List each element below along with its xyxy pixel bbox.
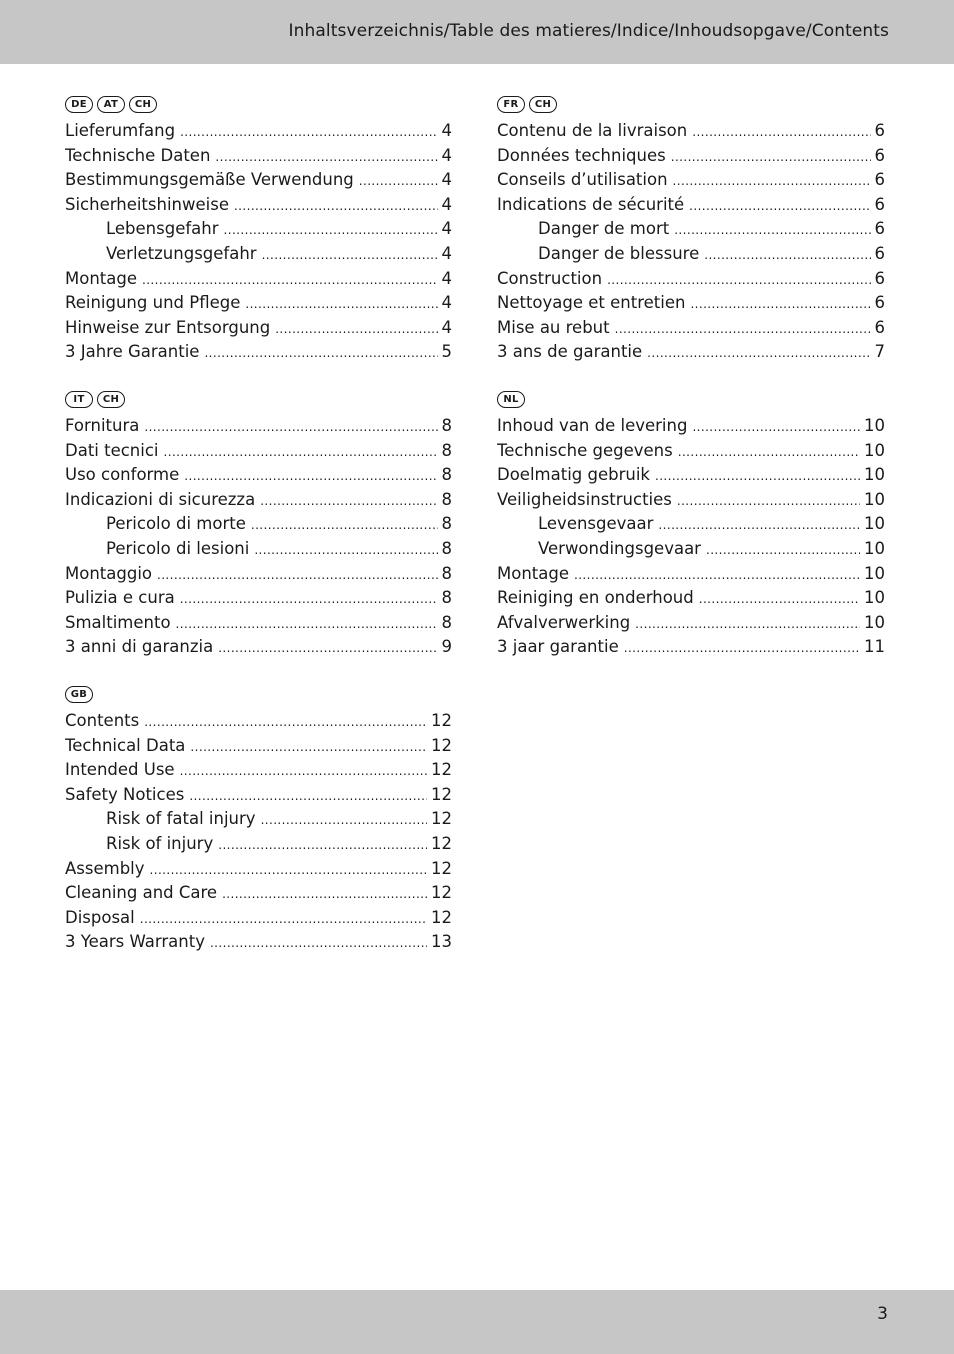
- dot-leader: [157, 568, 438, 582]
- dot-leader: [251, 518, 438, 532]
- dot-leader: [142, 273, 438, 287]
- toc-entry[interactable]: [497, 441, 885, 466]
- dot-leader: [144, 420, 437, 434]
- toc-entry-title: Contenu de la livraison: [497, 121, 688, 140]
- toc-section-de: [65, 96, 452, 367]
- toc-entry[interactable]: [65, 711, 452, 736]
- toc-entry-page: 4: [441, 194, 452, 214]
- dot-leader: [671, 150, 871, 164]
- toc-entry-title: Conseils d’utilisation: [497, 170, 668, 190]
- toc-entry-page: 6: [874, 145, 885, 165]
- dot-leader: [359, 174, 438, 188]
- toc-entry-title: Afvalverwerking: [497, 612, 631, 632]
- toc-entry[interactable]: [497, 465, 885, 490]
- dot-leader: [218, 838, 427, 852]
- badge-ch: CH: [529, 96, 557, 113]
- dot-leader: [692, 420, 860, 434]
- toc-entry-title: Bestimmungsgemäße Verwendung: [65, 170, 354, 190]
- toc-entry[interactable]: [497, 588, 885, 613]
- toc-entry[interactable]: [497, 195, 885, 220]
- toc-entry[interactable]: [65, 121, 452, 146]
- toc-entry-title: Sicherheitshinweise: [65, 194, 229, 214]
- language-badges: [497, 391, 885, 412]
- language-badges: [497, 96, 885, 117]
- badge-nl: NL: [497, 391, 525, 408]
- toc-entry-page: 4: [441, 243, 452, 263]
- dot-leader: [234, 199, 438, 213]
- toc-section-fr: [497, 96, 885, 367]
- toc-entry-title: Disposal: [65, 907, 135, 927]
- language-badges: [65, 391, 452, 412]
- dot-leader: [189, 789, 427, 803]
- toc-entry-page: 8: [441, 489, 452, 509]
- toc-entry-page: 10: [864, 514, 885, 534]
- toc-entry-title: Doelmatig gebruik: [497, 465, 650, 485]
- toc-entry-title: Inhoud van de levering: [497, 416, 688, 435]
- toc-entry-title: 3 Jahre Garantie: [65, 342, 200, 362]
- toc-entry[interactable]: [497, 269, 885, 294]
- toc-subentry[interactable]: [65, 514, 452, 539]
- toc-entry[interactable]: [65, 170, 452, 195]
- toc-entry[interactable]: [65, 760, 452, 785]
- dot-leader: [624, 641, 860, 655]
- toc-entry-page: 10: [864, 489, 885, 509]
- toc-entry-page: 4: [441, 170, 452, 190]
- dot-leader: [180, 764, 427, 778]
- toc-entry-page: 10: [864, 416, 885, 435]
- toc-section-it: [65, 391, 452, 662]
- toc-section-gb: [65, 686, 452, 957]
- toc-entry-title: Technische Daten: [65, 145, 211, 165]
- toc-entry-title: Veiligheidsinstructies: [497, 489, 672, 509]
- toc-entry[interactable]: [65, 883, 452, 908]
- toc-entry-page: 4: [441, 317, 452, 337]
- toc-entry-title: Uso conforme: [65, 465, 180, 485]
- toc-entry[interactable]: [65, 613, 452, 638]
- dot-leader: [262, 248, 438, 262]
- dot-leader: [692, 125, 870, 139]
- toc-subentry[interactable]: [497, 539, 885, 564]
- toc-entry-title: Montaggio: [65, 563, 152, 583]
- dot-leader: [699, 592, 860, 606]
- toc-entry-title: Smaltimento: [65, 612, 171, 632]
- dot-leader: [615, 322, 871, 336]
- toc-entry-page: 8: [441, 612, 452, 632]
- toc-entry-title: Mise au rebut: [497, 317, 610, 337]
- toc-entry-page: 11: [864, 637, 885, 657]
- dot-leader: [144, 715, 427, 729]
- toc-entry-title: Contents: [65, 711, 140, 730]
- dot-leader: [164, 445, 438, 459]
- toc-entry-page: 10: [864, 538, 885, 558]
- page-title: Inhaltsverzeichnis/Table des matieres/Indice/Inhoudsopgave/Contents: [288, 21, 889, 41]
- toc-subentry[interactable]: [65, 809, 452, 834]
- dot-leader: [140, 912, 427, 926]
- toc-entry-page: 6: [874, 293, 885, 313]
- toc-entry-title: Reiniging en onderhoud: [497, 588, 694, 608]
- toc-entry-page: 12: [431, 809, 452, 829]
- toc-entry[interactable]: [497, 318, 885, 343]
- dot-leader: [210, 936, 427, 950]
- toc-entry-page: 8: [441, 465, 452, 485]
- toc-entry-page: 12: [431, 735, 452, 755]
- toc-entry-title: Risk of injury: [106, 833, 214, 853]
- toc-subentry[interactable]: [65, 244, 452, 269]
- toc-entry-title: Verwondingsgevaar: [538, 538, 701, 558]
- toc-entries: [497, 121, 885, 367]
- language-badges: [65, 96, 452, 117]
- toc-entry[interactable]: [497, 490, 885, 515]
- toc-entry-title: Construction: [497, 268, 603, 288]
- toc-entry[interactable]: [497, 416, 885, 441]
- toc-entries: [65, 416, 452, 662]
- toc-entry-title: Pericolo di morte: [106, 514, 246, 534]
- toc-entry[interactable]: [497, 564, 885, 589]
- toc-entry-title: Danger de blessure: [538, 243, 700, 263]
- toc-entry-title: Verletzungsgefahr: [106, 243, 257, 263]
- toc-entry-page: 6: [874, 194, 885, 214]
- toc-entry[interactable]: [65, 465, 452, 490]
- toc-entry-page: 12: [431, 784, 452, 804]
- toc-entry[interactable]: [65, 490, 452, 515]
- dot-leader: [215, 150, 437, 164]
- toc-entry-page: 6: [874, 170, 885, 190]
- toc-entry-page: 10: [864, 465, 885, 485]
- toc-entry-title: Intended Use: [65, 760, 175, 780]
- toc-entry[interactable]: [497, 613, 885, 638]
- toc-entry[interactable]: [65, 564, 452, 589]
- toc-entry-title: Hinweise zur Entsorgung: [65, 317, 271, 337]
- dot-leader: [677, 494, 860, 508]
- toc-entry[interactable]: [65, 908, 452, 933]
- dot-leader: [655, 469, 860, 483]
- toc-entry-title: Assembly: [65, 858, 145, 878]
- toc-entry-page: 4: [441, 219, 452, 239]
- dot-leader: [704, 248, 870, 262]
- toc-entry-title: 3 ans de garantie: [497, 342, 643, 362]
- toc-entry-page: 6: [874, 219, 885, 239]
- toc-entry-title: Levensgevaar: [538, 514, 654, 534]
- toc-entry-page: 12: [431, 858, 452, 878]
- toc-entry[interactable]: [497, 170, 885, 195]
- dot-leader: [150, 863, 427, 877]
- toc-entry-page: 10: [864, 440, 885, 460]
- toc-entry-title: Fornitura: [65, 416, 140, 435]
- toc-entry-title: Pericolo di lesioni: [106, 538, 250, 558]
- toc-entry-title: 3 jaar garantie: [497, 637, 619, 657]
- toc-entry-page: 6: [874, 243, 885, 263]
- toc-subentry[interactable]: [497, 219, 885, 244]
- toc-entry-page: 6: [874, 121, 885, 140]
- toc-subentry[interactable]: [497, 244, 885, 269]
- dot-leader: [184, 469, 437, 483]
- badge-de: DE: [65, 96, 93, 113]
- toc-entry-page: 8: [441, 538, 452, 558]
- dot-leader: [658, 518, 860, 532]
- toc-entry[interactable]: [497, 293, 885, 318]
- dot-leader: [635, 617, 860, 631]
- dot-leader: [204, 346, 437, 360]
- toc-entry[interactable]: [65, 195, 452, 220]
- toc-entry-title: Indications de sécurité: [497, 194, 685, 214]
- dot-leader: [678, 445, 860, 459]
- dot-leader: [689, 199, 870, 213]
- toc-entry[interactable]: [65, 146, 452, 171]
- badge-gb: GB: [65, 686, 93, 703]
- toc-subentry[interactable]: [65, 219, 452, 244]
- dot-leader: [260, 494, 437, 508]
- toc-entry-title: Données techniques: [497, 145, 666, 165]
- dot-leader: [190, 740, 427, 754]
- dot-leader: [674, 223, 870, 237]
- footer-bar: [0, 1290, 954, 1354]
- toc-entry-page: 12: [431, 883, 452, 903]
- toc-entry[interactable]: [65, 785, 452, 810]
- dot-leader: [176, 617, 438, 631]
- toc-entry[interactable]: [65, 588, 452, 613]
- dot-leader: [607, 273, 870, 287]
- badge-fr: FR: [497, 96, 525, 113]
- badge-at: AT: [97, 96, 125, 113]
- dot-leader: [222, 887, 427, 901]
- toc-entry-page: 8: [441, 514, 452, 534]
- toc-entry-page: 12: [431, 711, 452, 730]
- toc-subentry[interactable]: [497, 514, 885, 539]
- toc-entry-page: 4: [441, 268, 452, 288]
- toc-entry-title: Cleaning and Care: [65, 883, 218, 903]
- dot-leader: [647, 346, 870, 360]
- badge-it: IT: [65, 391, 93, 408]
- toc-entry-title: Reinigung und Pflege: [65, 293, 241, 313]
- toc-entry-page: 6: [874, 268, 885, 288]
- toc-entry[interactable]: [65, 932, 452, 957]
- dot-leader: [690, 297, 870, 311]
- toc-subentry[interactable]: [65, 834, 452, 859]
- toc-entry-page: 8: [441, 440, 452, 460]
- toc-entry-page: 5: [441, 342, 452, 362]
- toc-entry-page: 10: [864, 563, 885, 583]
- toc-entry-title: Technische gegevens: [497, 440, 673, 460]
- toc-entry-title: Indicazioni di sicurezza: [65, 489, 256, 509]
- toc-entry-page: 12: [431, 907, 452, 927]
- dot-leader: [275, 322, 437, 336]
- toc-entry[interactable]: [65, 441, 452, 466]
- toc-entry[interactable]: [65, 269, 452, 294]
- dot-leader: [254, 543, 437, 557]
- toc-entry-title: Nettoyage et entretien: [497, 293, 686, 313]
- dot-leader: [574, 568, 860, 582]
- toc-entry[interactable]: [65, 342, 452, 367]
- toc-entries: [497, 416, 885, 662]
- toc-entry-page: 9: [441, 637, 452, 657]
- dot-leader: [245, 297, 437, 311]
- toc-entry-page: 8: [441, 563, 452, 583]
- toc-entry[interactable]: [497, 121, 885, 146]
- dot-leader: [706, 543, 860, 557]
- toc-entry-title: Pulizia e cura: [65, 588, 175, 608]
- toc-entry-page: 4: [441, 121, 452, 140]
- toc-entry[interactable]: [497, 637, 885, 662]
- toc-entry-title: 3 Years Warranty: [65, 932, 205, 952]
- toc-subentry[interactable]: [65, 539, 452, 564]
- header-bar: [0, 0, 954, 64]
- toc-entry-page: 10: [864, 612, 885, 632]
- toc-section-nl: [497, 391, 885, 662]
- toc-entry-page: 7: [874, 342, 885, 362]
- dot-leader: [180, 125, 437, 139]
- toc-entries: [65, 711, 452, 957]
- toc-entry[interactable]: [65, 318, 452, 343]
- toc-entry[interactable]: [65, 736, 452, 761]
- toc-entry-page: 4: [441, 293, 452, 313]
- dot-leader: [673, 174, 871, 188]
- toc-entry-page: 8: [441, 416, 452, 435]
- badge-ch: CH: [129, 96, 157, 113]
- toc-entry[interactable]: [65, 416, 452, 441]
- toc-entries: [65, 121, 452, 367]
- toc-entry-title: Technical Data: [65, 735, 186, 755]
- toc-entry-page: 8: [441, 588, 452, 608]
- toc-entry-title: Lebensgefahr: [106, 219, 219, 239]
- page-number: 3: [877, 1304, 888, 1324]
- toc-entry-page: 6: [874, 317, 885, 337]
- dot-leader: [218, 641, 437, 655]
- toc-entry-title: Lieferumfang: [65, 121, 176, 140]
- toc-entry-title: Montage: [497, 563, 569, 583]
- toc-entry-title: Danger de mort: [538, 219, 670, 239]
- toc-entry-title: Dati tecnici: [65, 440, 159, 460]
- toc-entry-title: Risk of fatal injury: [106, 809, 256, 829]
- toc-entry[interactable]: [65, 293, 452, 318]
- dot-leader: [224, 223, 438, 237]
- toc-entry-page: 10: [864, 588, 885, 608]
- toc-entry[interactable]: [65, 859, 452, 884]
- toc-entry[interactable]: [65, 637, 452, 662]
- dot-leader: [180, 592, 438, 606]
- toc-entry-title: 3 anni di garanzia: [65, 637, 214, 657]
- toc-entry[interactable]: [497, 342, 885, 367]
- toc-entry-page: 13: [431, 932, 452, 952]
- toc-entry-title: Montage: [65, 268, 137, 288]
- toc-entry-title: Safety Notices: [65, 784, 185, 804]
- toc-entry-page: 12: [431, 760, 452, 780]
- language-badges: [65, 686, 452, 707]
- toc-entry-page: 12: [431, 833, 452, 853]
- toc-entry[interactable]: [497, 146, 885, 171]
- dot-leader: [261, 813, 427, 827]
- toc-entry-page: 4: [441, 145, 452, 165]
- badge-ch: CH: [97, 391, 125, 408]
